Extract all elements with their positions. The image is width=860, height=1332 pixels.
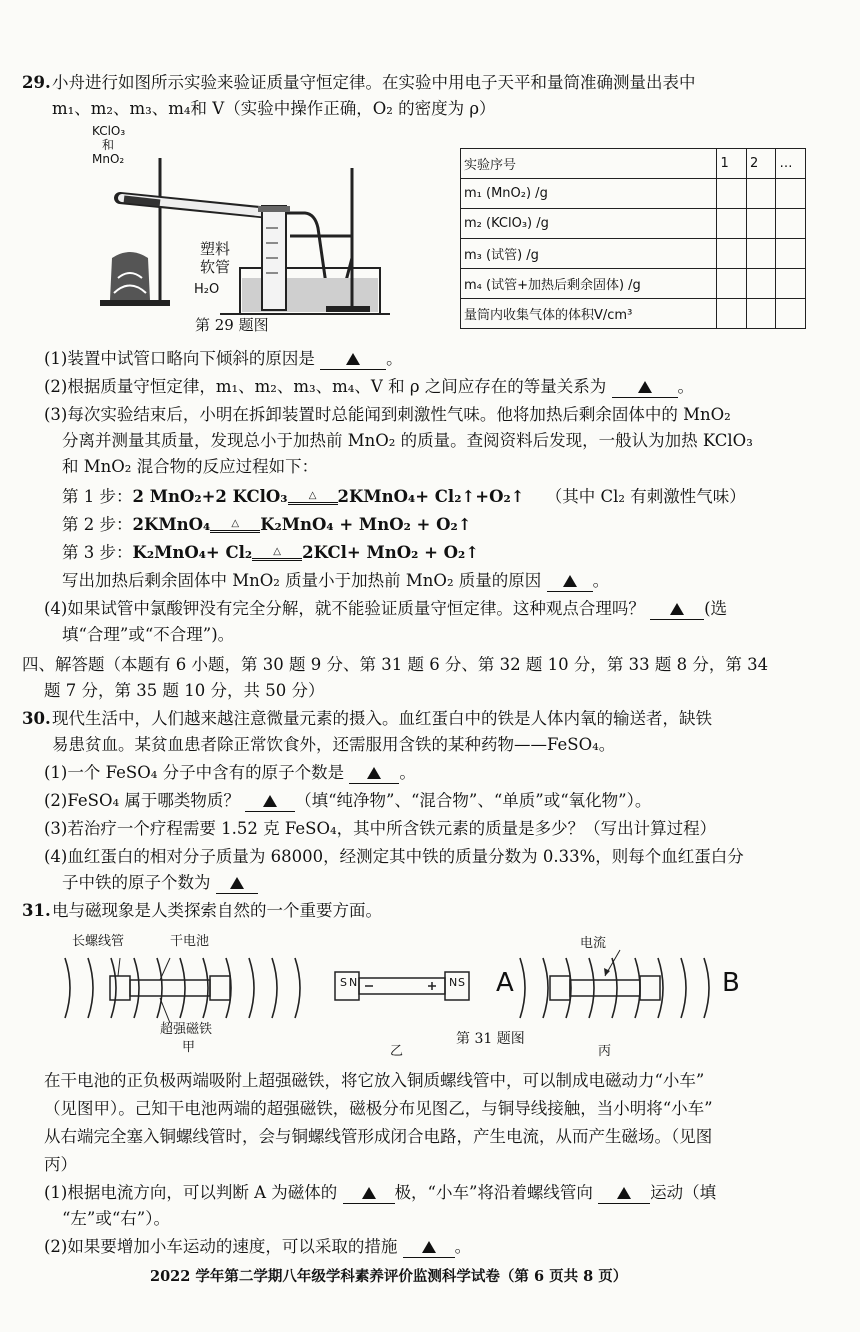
q29-part1: (1)装置中试管口略向下倾斜的原因是 。 (44, 349, 403, 368)
figure31-caption: 第 31 题图 (456, 1031, 525, 1047)
table-row (461, 209, 806, 239)
answer-blank[interactable] (403, 1237, 455, 1258)
q29-intro-line1: 小舟进行如图所示实验来验证质量守恒定律。在实验中用电子天平和量筒准确测量出表中 (52, 73, 696, 92)
q31-para-line1: 在干电池的正负极两端吸附上超强磁铁，将它放入铜质螺线管中，可以制成电磁动力“小车” (44, 1071, 705, 1090)
table-header-cell: 2 (746, 149, 776, 179)
pole-s-right: S (458, 976, 465, 989)
blank-triangle-icon (346, 353, 360, 365)
q31-figure (60, 928, 820, 1063)
q29-part3-line1: (3)每次实验结束后，小明在拆卸装置时总能闻到刺激性气味。他将加热后剩余固体中的 MnO₂ (44, 405, 731, 424)
blank-triangle-icon (670, 603, 684, 615)
answer-blank[interactable] (320, 349, 386, 370)
table-row-label: m₃ (试管) /g (461, 239, 717, 269)
q29-intro-line2: m₁、m₂、m₃、m₄和 V（实验中操作正确，O₂ 的密度为 ρ） (52, 99, 496, 118)
q31-part1-line1: (1)根据电流方向，可以判断 A 为磁体的 极，“小车”将沿着螺线管向 运动（填 (44, 1183, 717, 1202)
label-dry-battery: 干电池 (170, 934, 210, 949)
q30-number: 30. (22, 709, 51, 728)
heat-arrow: △ (252, 546, 302, 561)
q29-number: 29. (22, 73, 51, 92)
q30-line1: 现代生活中，人们越来越注意微量元素的摄入。血红蛋白中的铁是人体内氧的输送者，缺铁 (52, 709, 712, 728)
table-header-row (461, 149, 806, 179)
label-yi: 乙 (390, 1044, 404, 1059)
q30-part4-line1: (4)血红蛋白的相对分子质量为 68000，经测定其中铁的质量分数为 0.33%，则每个血红蛋白分 (44, 847, 744, 866)
q31-para-line3: 从右端完全塞入铜螺线管时，会与铜螺线管形成闭合电路，产生电流，从而产生磁场。（见图 (44, 1127, 713, 1146)
heat-arrow: △ (288, 490, 338, 505)
q31-para-line2: （见图甲）。己知干电池两端的超强磁铁，磁极分布见图乙，与铜导线接触，当小明将“小车” (44, 1099, 713, 1118)
answer-blank[interactable] (349, 763, 399, 784)
answer-blank[interactable] (343, 1183, 395, 1204)
coil-bing (520, 958, 709, 1018)
label-bing: 丙 (598, 1044, 612, 1059)
label-mno2: MnO₂ (92, 152, 125, 166)
figure29-caption: 第 29 题图 (195, 316, 269, 334)
answer-blank[interactable] (547, 571, 593, 592)
answer-blank[interactable] (216, 873, 258, 894)
q29-part3-ask: 写出加热后剩余固体中 MnO₂ 质量小于加热前 MnO₂ 质量的原因 。 (62, 571, 610, 590)
pole-n-right: N (449, 976, 458, 989)
q29-part3-line2: 分离并测量其质量，发现总小于加热前 MnO₂ 的质量。查阅资料后发现，一般认为加热 KClO₃ (62, 431, 753, 450)
answer-blank[interactable] (650, 599, 704, 620)
label-a: A (496, 968, 514, 998)
label-plastic-tube-2: 软管 (200, 258, 231, 276)
table-header-cell: 实验序号 (461, 149, 717, 179)
label-strong-magnet: 超强磁铁 (160, 1022, 213, 1037)
q29-data-table (460, 148, 806, 329)
section4-heading-line2: 题 7 分，第 35 题 10 分，共 50 分） (44, 681, 325, 700)
q31-intro: 电与磁现象是人类探索自然的一个重要方面。 (52, 901, 382, 920)
label-current: 电流 (580, 936, 607, 951)
table-row (461, 269, 806, 299)
label-h2o: H₂O (194, 282, 220, 297)
table-row (461, 299, 806, 329)
blank-triangle-icon (362, 1187, 376, 1199)
section4-heading-line1: 四、解答题（本题有 6 小题，第 30 题 9 分、第 31 题 6 分、第 32 题 10 分，第 33 题 8 分，第 34 (22, 655, 769, 674)
q29-part2: (2)根据质量守恒定律，m₁、m₂、m₃、m₄、V 和 ρ 之间应存在的等量关系为 。 (44, 377, 695, 396)
apparatus-drawing (90, 128, 435, 338)
blank-triangle-icon (422, 1241, 436, 1253)
coil-jia (65, 958, 300, 1018)
q31-number: 31. (22, 901, 51, 920)
q31-part1-line2: “左”或“右”）。 (62, 1209, 170, 1228)
q29-apparatus-figure (90, 124, 435, 338)
q30-part1: (1)一个 FeSO₄ 分子中含有的原子个数是 。 (44, 763, 416, 782)
page-footer: 2022 学年第二学期八年级学科素养评价监测科学试卷（第 6 页共 8 页） (150, 1268, 628, 1285)
table-row (461, 239, 806, 269)
blank-triangle-icon (263, 795, 277, 807)
label-long-solenoid: 长螺线管 (72, 934, 125, 949)
label-jia: 甲 (182, 1040, 196, 1055)
label-b: B (722, 968, 740, 998)
heat-arrow: △ (210, 518, 260, 533)
q29-part4-line2: 填“合理”或“不合理”)。 (62, 625, 235, 644)
q30-part3: (3)若治疗一个疗程需要 1.52 克 FeSO₄，其中所含铁元素的质量是多少？（写出计算过程） (44, 819, 717, 838)
table-row-label: m₄ (试管+加热后剩余固体) /g (461, 269, 717, 299)
q29-part3-line3: 和 MnO₂ 混合物的反应过程如下： (62, 457, 319, 476)
table-header-cell: … (776, 149, 806, 179)
blank-triangle-icon (563, 575, 577, 587)
pole-n-left: N (349, 976, 358, 989)
blank-triangle-icon (638, 381, 652, 393)
table-row-label: 量筒内收集气体的体积V/cm³ (461, 299, 717, 329)
answer-blank[interactable] (598, 1183, 650, 1204)
table-row-label: m₂ (KClO₃) /g (461, 209, 717, 239)
table-row (461, 179, 806, 209)
label-he: 和 (102, 138, 115, 152)
answer-blank[interactable] (245, 791, 295, 812)
table-header-cell: 1 (717, 149, 747, 179)
pole-s-left: S (340, 976, 347, 989)
q31-part2: (2)如果要增加小车运动的速度，可以采取的措施 。 (44, 1237, 472, 1256)
q30-line2: 易患贫血。某贫血患者除正常饮食外，还需服用含铁的某种药物——FeSO₄。 (52, 735, 616, 754)
reaction-step1: 第 1 步：2 MnO₂+2 KClO₃ △ 2KMnO₄+ Cl₂↑+O₂↑ （其中 Cl₂ 有刺激性气味） (62, 487, 746, 506)
q31-para-line4: 丙） (44, 1155, 77, 1174)
q30-part4-line2: 子中铁的原子个数为 (62, 870, 258, 896)
reaction-step2: 第 2 步：2KMnO₄ △ K₂MnO₄ + MnO₂ + O₂↑ (62, 515, 472, 534)
q30-part2: (2)FeSO₄ 属于哪类物质？ （填“纯净物”、“混合物”、“单质”或“氧化物”）。 (44, 791, 652, 810)
table-row-label: m₁ (MnO₂) /g (461, 179, 717, 209)
label-plastic-tube-1: 塑料 (200, 240, 231, 258)
blank-triangle-icon (230, 877, 244, 889)
answer-blank[interactable] (612, 377, 678, 398)
q29-part4-line1: (4)如果试管中氯酸钾没有完全分解，就不能验证质量守恒定律。这种观点合理吗？ (选 (44, 599, 728, 618)
label-kclo3: KClO₃ (92, 124, 126, 138)
reaction-step3: 第 3 步：K₂MnO₄+ Cl₂ △ 2KCl+ MnO₂ + O₂↑ (62, 543, 480, 562)
blank-triangle-icon (367, 767, 381, 779)
blank-triangle-icon (617, 1187, 631, 1199)
